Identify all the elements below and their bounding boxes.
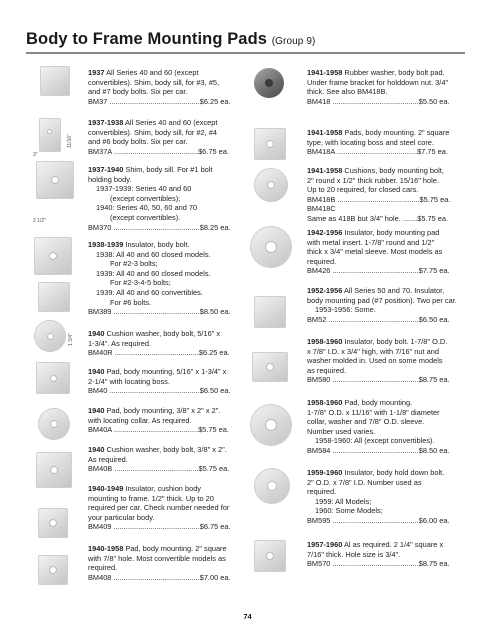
entry-line: required. — [88, 563, 118, 573]
entry-line: body mounting pad (#7 position). Two per car. — [307, 295, 457, 305]
entry-line: Up to 20 required, for closed cars. — [307, 185, 419, 195]
entry-line: BM370 ..........................................$8.25 ea. — [88, 222, 231, 232]
product-photo-bm570 — [254, 540, 286, 572]
catalog-entry — [307, 337, 450, 385]
catalog-entry — [307, 68, 450, 106]
entry-line: Under frame bracket for holddown nut. 3/4" — [307, 77, 449, 87]
catalog-entry — [307, 166, 450, 224]
entry-line: BM408 ..........................................$7.00 ea. — [88, 572, 231, 582]
entry-line: holding body. — [88, 174, 132, 184]
product-photo-bm389 — [34, 237, 72, 275]
entry-year-range: 1941-1958 — [307, 128, 343, 137]
product-photo-bm40 — [34, 320, 66, 352]
catalog-entry — [88, 367, 231, 396]
product-photo-bm408-b — [38, 555, 68, 585]
entry-line: BM595 ..........................................$6.00 ea. — [307, 515, 450, 525]
entry-line: washer molded in. Used on some models — [307, 356, 443, 366]
entry-year-range: 1958-1960 — [307, 337, 343, 346]
entry-year-range: 1940 — [88, 329, 105, 338]
catalog-entry — [88, 240, 231, 317]
product-photo-bm52 — [254, 296, 286, 328]
entry-line: BM426 ..........................................$7.75 ea. — [307, 266, 450, 276]
entry-line: thick. See also BM418B. — [307, 87, 388, 97]
entry-line: BM418C — [307, 204, 336, 214]
entry-year-range: 1940-1949 — [88, 484, 124, 493]
entry-line: 1937 All Series 40 and 60 (except — [88, 68, 199, 77]
entry-line: 1940 Pad, body mounting, 5/16" x 1-3/4" x — [88, 367, 227, 376]
entry-year-range: 1940-1958 — [88, 544, 124, 553]
product-photo-bm408 — [38, 508, 68, 538]
product-photo-bm418 — [254, 68, 284, 98]
group-label: (Group 9) — [271, 36, 316, 47]
entry-line: 1952-1956 All Series 50 and 70. Insulator, — [307, 286, 445, 295]
entry-line: 1940-1949 Insulator, cushion body — [88, 484, 201, 493]
entry-line: For #2-3 bolts; — [110, 259, 158, 269]
catalog-entry — [88, 445, 229, 474]
catalog-entry — [307, 540, 450, 569]
entry-line: For #2-3-4-5 bolts; — [110, 278, 171, 288]
entry-line: BM40 ............................................$6.50 ea. — [88, 386, 231, 396]
catalog-entry — [307, 468, 450, 526]
entry-line: (except convertibles); — [110, 193, 181, 203]
entry-line: convertibles). Shim, body sill, for #3, #5, — [88, 77, 220, 87]
entry-line: 1-3/4". As required. — [88, 338, 152, 348]
entry-line: 1939: All 40 and 60 convertibles. — [96, 287, 203, 297]
entry-line: 1942-1956 Insulator, body mounting pad — [307, 228, 440, 237]
entry-line: x 7/8" I.D. x 3/4" high, with 7/16" nut and — [307, 346, 439, 356]
title-rule — [26, 52, 465, 54]
entry-year-range: 1940 — [88, 367, 105, 376]
product-photo-bm418a — [254, 128, 286, 160]
entry-line: 1938: All 40 and 60 closed models. — [96, 249, 211, 259]
product-photo-bm580 — [252, 352, 288, 382]
catalog-entry — [88, 118, 229, 156]
entry-line: Same as 418B but 3/4" hole. .......$5.75 ea. — [307, 213, 449, 223]
entry-year-range: 1938-1939 — [88, 240, 124, 249]
entry-line: mounting to frame. 1/2" thick. Up to 20 — [88, 493, 214, 503]
entry-line: 1938-1939 Insulator, body bolt. — [88, 240, 190, 249]
entry-line: 1940-1958 Pad, body mounting. 2" square — [88, 544, 227, 553]
entry-line: collar, washer and 7/8" O.D. sleeve. — [307, 417, 425, 427]
product-photo-bm37 — [40, 66, 70, 96]
catalog-entry — [307, 286, 457, 324]
entry-line: required. — [307, 256, 337, 266]
entry-line: required per car. Check number needed for — [88, 503, 230, 513]
entry-year-range: 1942-1956 — [307, 228, 343, 237]
entry-line: type, with locating boss and steel core. — [307, 137, 434, 147]
entry-line: your particular body. — [88, 512, 155, 522]
product-photo-bm409 — [36, 452, 72, 488]
page-number: 74 — [243, 612, 252, 621]
entry-line: 1940 Cushion washer, body bolt, 5/16" x — [88, 329, 221, 338]
catalog-entry — [88, 165, 231, 232]
entry-line: with metal insert. 1-7/8" round and 1/2" — [307, 237, 435, 247]
catalog-entry — [88, 484, 231, 532]
catalog-entry — [307, 398, 450, 456]
entry-line: 2" O.D. x 7/8" I.D. Number used as — [307, 477, 422, 487]
entry-line: BM584 ..........................................$8.50 ea. — [307, 445, 450, 455]
entry-year-range: 1937-1940 — [88, 165, 124, 174]
entry-line: 1941-1958 Pads, body mounting. 2" square — [307, 128, 450, 137]
product-photo-bm595 — [254, 468, 290, 504]
entry-line: convertibles). Shim, body sill, for #2, #4 — [88, 127, 217, 137]
catalog-entry — [88, 544, 231, 582]
entry-line: BM37 ............................................$6.25 ea. — [88, 96, 231, 106]
entry-line: BM580 ..........................................$8.75 ea. — [307, 375, 450, 385]
entry-line: 1937-1938 All Series 40 and 60 (except — [88, 118, 218, 127]
entry-line: 1959: All Models; — [315, 496, 372, 506]
entry-line: BM37A .........................................$6.75 ea. — [88, 146, 229, 156]
entry-line: BM40R .........................................$6.25 ea. — [88, 348, 230, 358]
product-photo-bm40a — [36, 362, 70, 394]
entry-line: required. — [307, 487, 337, 497]
entry-year-range: 1940 — [88, 406, 105, 415]
entry-line: (except convertibles). — [110, 212, 181, 222]
entry-year-range: 1937-1938 — [88, 118, 124, 127]
entry-line: 1941-1958 Rubber washer, body bolt pad. — [307, 68, 445, 77]
catalog-entry — [307, 228, 450, 276]
entry-line: and #6 body bolts. Six per car. — [88, 137, 188, 147]
product-photo-bm40r — [38, 282, 70, 312]
entry-line: 7/16" thick. Hole size is 3/4". — [307, 549, 401, 559]
entry-line: and #7 body bolts. Six per car. — [88, 87, 188, 97]
entry-line: BM40A .........................................$5.75 ea. — [88, 425, 229, 435]
entry-year-range: 1941-1958 — [307, 166, 343, 175]
entry-year-range: 1937 — [88, 68, 105, 77]
entry-line: with locating collar. As required. — [88, 415, 192, 425]
product-photo-bm37a — [39, 118, 61, 152]
entry-line: BM389 ..........................................$8.50 ea. — [88, 307, 231, 317]
entry-line: thick x 3/4" metal sleeve. Most models as — [307, 247, 443, 257]
entry-line: 1-7/8" O.D. x 11/16" with 1-1/8" diameter — [307, 407, 440, 417]
entry-line: 1957-1960 Al as required. 2 1/4" square x — [307, 540, 444, 549]
product-photo-bm40b — [38, 408, 70, 440]
entry-line: 1958-1960: All (except convertibles). — [315, 436, 435, 446]
entry-line: 1958-1960 Pad, body mounting. — [307, 398, 413, 407]
entry-year-range: 1959-1960 — [307, 468, 343, 477]
entry-line: BM418 ..........................................$5.50 ea. — [307, 96, 450, 106]
entry-line: 1937-1939: Series 40 and 60 — [96, 184, 192, 194]
entry-line: 2" round x 1/2" thick rubber. 15/16" hole. — [307, 175, 439, 185]
dimension-label: 2 1/2" — [33, 218, 46, 224]
entry-line: 1939: All 40 and 60 closed models. — [96, 268, 211, 278]
entry-line: 1940 Pad, body mounting, 3/8" x 2" x 2". — [88, 406, 221, 415]
entry-year-range: 1958-1960 — [307, 398, 343, 407]
entry-line: BM570 ..........................................$8.75 ea. — [307, 559, 450, 569]
product-photo-bm584 — [250, 404, 292, 446]
title-text: Body to Frame Mounting Pads — [26, 30, 268, 48]
catalog-entry — [88, 406, 229, 435]
entry-line: 1937-1940 Shim, body sill. For #1 bolt — [88, 165, 213, 174]
product-photo-bm370 — [36, 161, 74, 199]
entry-line: 1958-1960 Insulator, body bolt. 1-7/8" O.D. — [307, 337, 448, 346]
entry-line: 1959-1960 Insulator, body hold down bolt. — [307, 468, 445, 477]
entry-line: BM40B .........................................$5.75 ea. — [88, 464, 230, 474]
entry-line: Number used varies. — [307, 426, 376, 436]
catalog-entry — [307, 128, 449, 157]
entry-line: 2-1/4" with locating boss. — [88, 376, 170, 386]
entry-line: BM418B ........................................$5.75 ea. — [307, 194, 451, 204]
entry-line: BM418A .......................................$7.75 ea. — [307, 147, 448, 157]
entry-line: 1953-1956: Some. — [315, 305, 376, 315]
dimension-label: 3" — [33, 152, 38, 158]
catalog-entry — [88, 68, 231, 106]
entry-year-range: 1957-1960 — [307, 540, 343, 549]
entry-line: For #6 bolts. — [110, 297, 152, 307]
entry-year-range: 1940 — [88, 445, 105, 454]
entry-line: 1960: Some Models; — [315, 506, 383, 516]
catalog-entry — [88, 329, 230, 358]
dimension-label: 11/16" — [67, 134, 73, 148]
product-photo-bm426 — [250, 226, 292, 268]
dimension-label: 1 3/4" — [68, 333, 74, 346]
page-title — [26, 30, 315, 49]
entry-line: 1941-1958 Cushions, body mounting bolt, — [307, 166, 444, 175]
entry-line: 1940: Series 40, 50, 60 and 70 — [96, 203, 198, 213]
product-photo-bm418b — [254, 168, 288, 202]
entry-line: BM52 ............................................$6.50 ea. — [307, 314, 450, 324]
entry-line: as required. — [307, 365, 347, 375]
entry-line: with 7/8" hole. Most convertible models as — [88, 553, 226, 563]
entry-year-range: 1941-1958 — [307, 68, 343, 77]
entry-line: 1940 Cushion washer, body bolt, 3/8" x 2". — [88, 445, 227, 454]
entry-line: BM409 ..........................................$6.75 ea. — [88, 522, 231, 532]
entry-year-range: 1952-1956 — [307, 286, 343, 295]
entry-line: As required. — [88, 454, 128, 464]
